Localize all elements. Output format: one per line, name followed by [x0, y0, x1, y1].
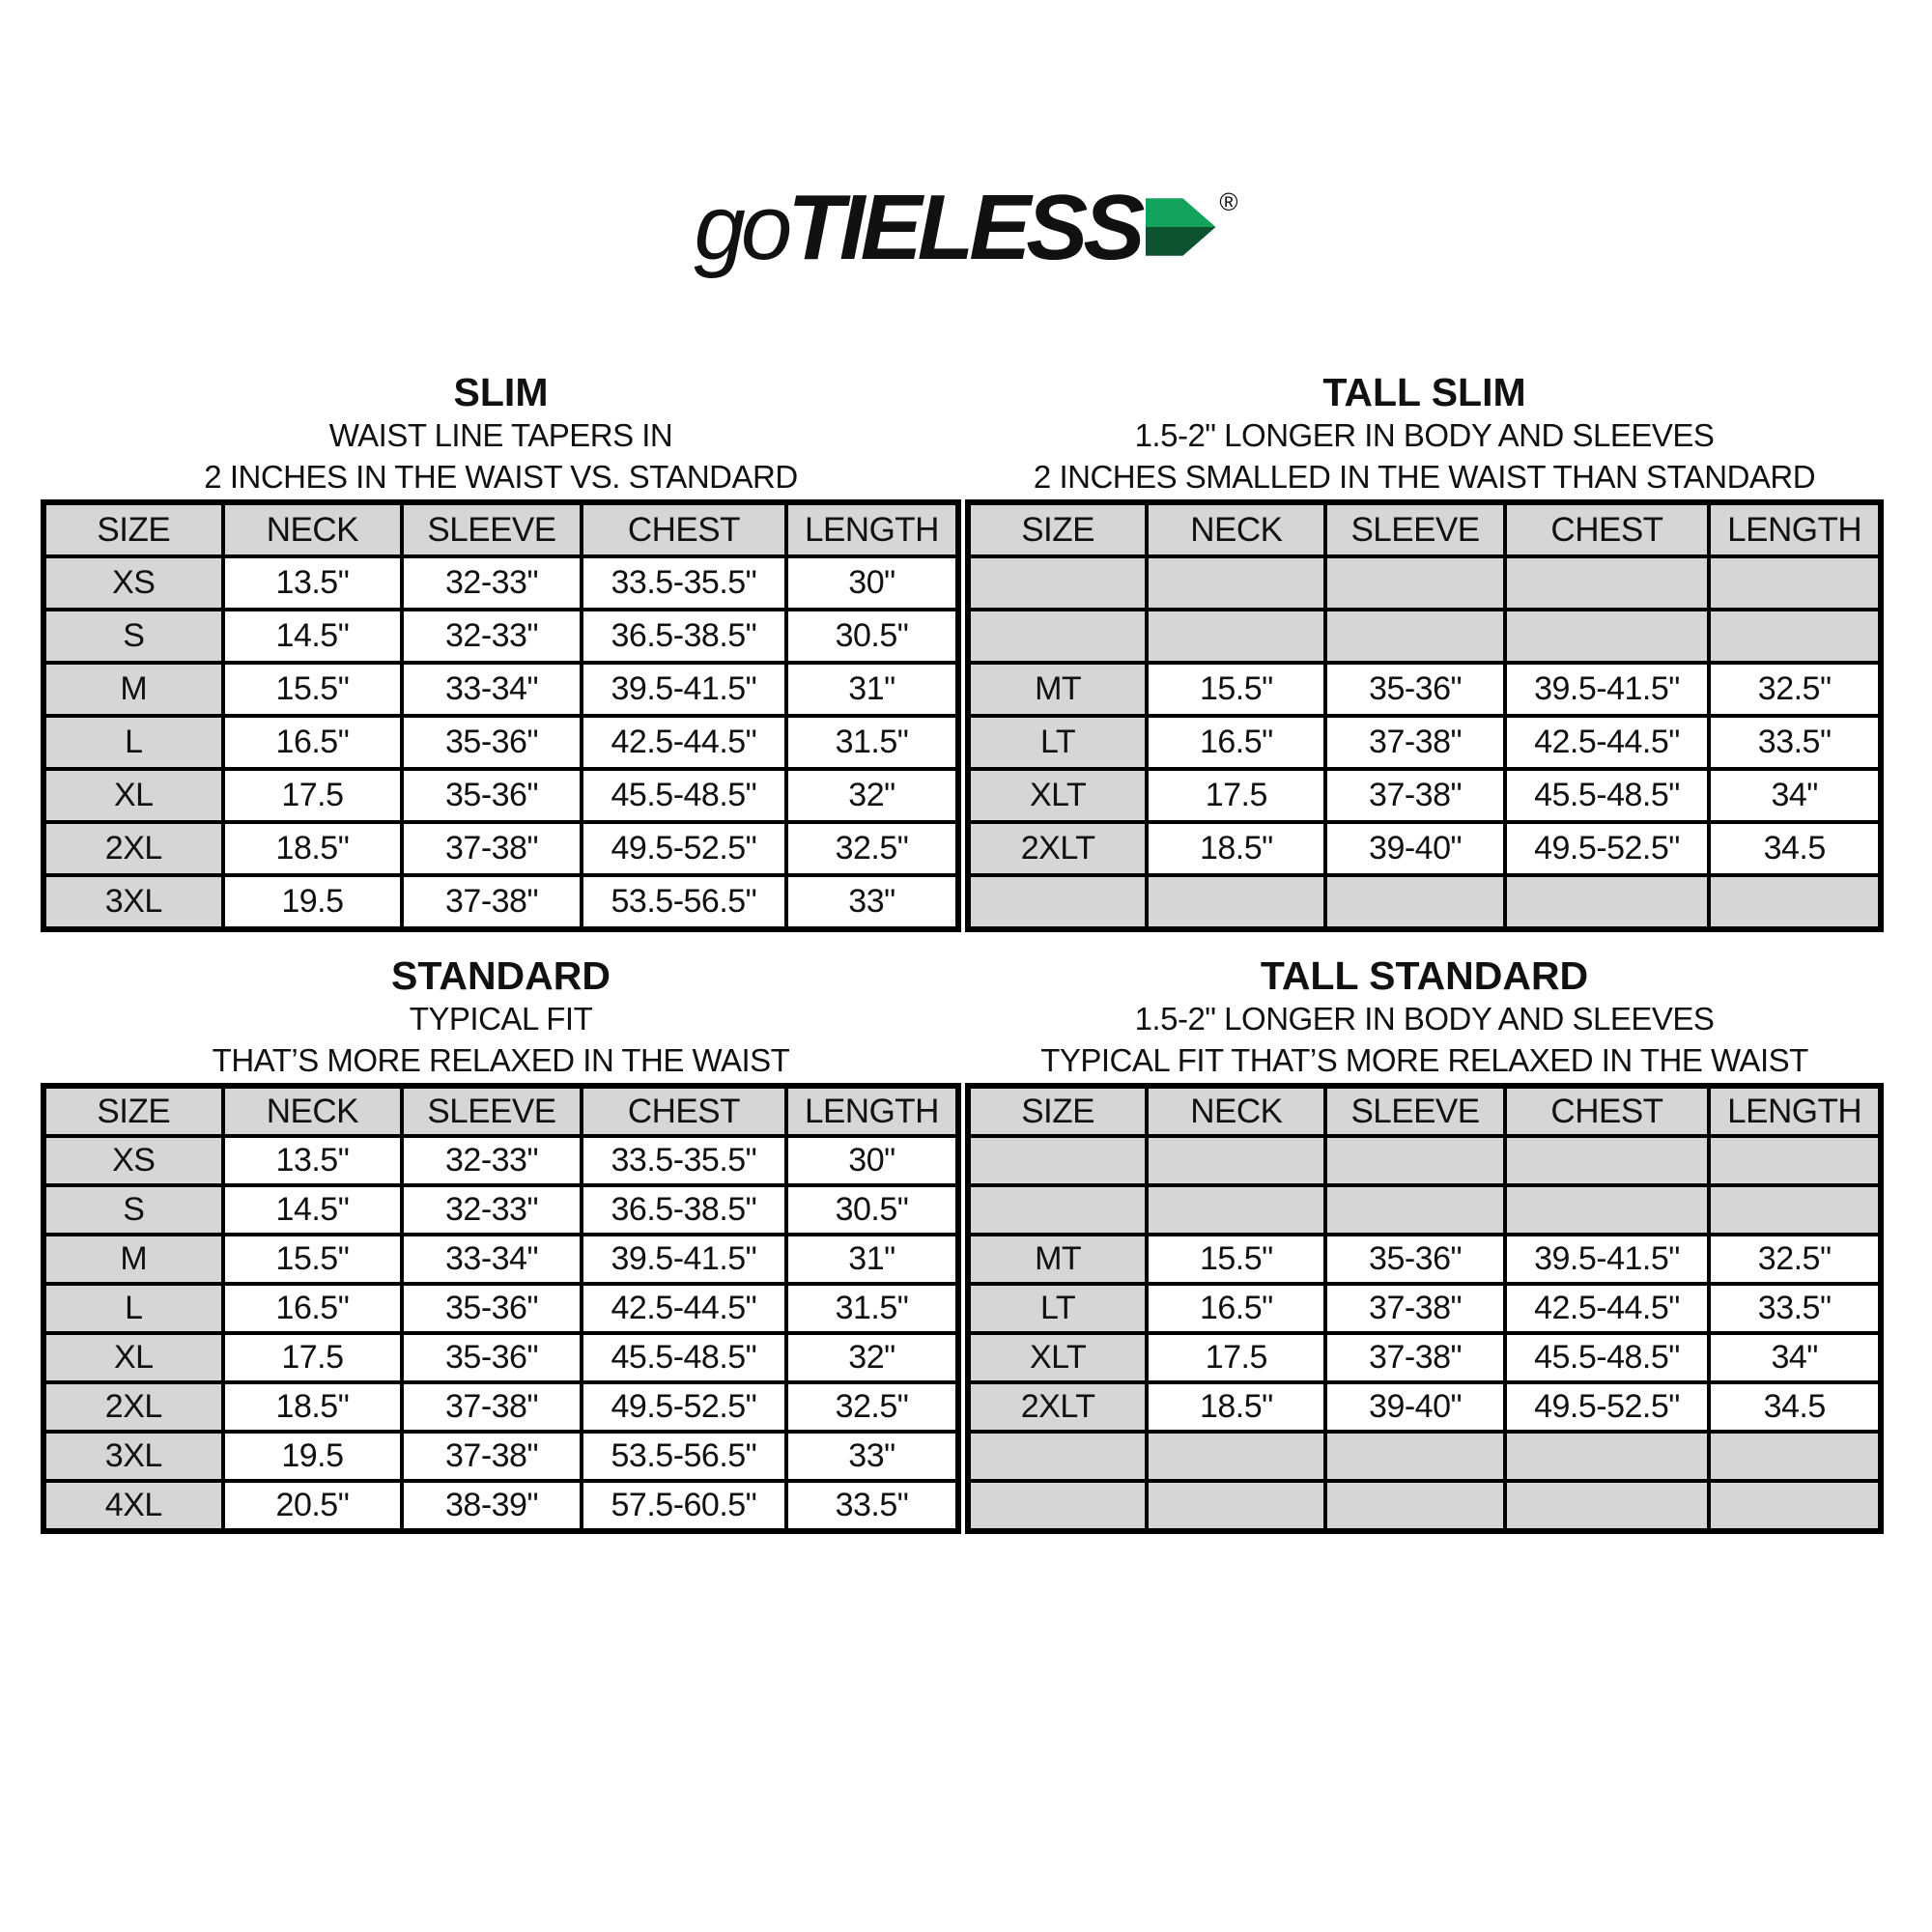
column-header: NECK	[223, 502, 403, 556]
empty-cell	[1709, 1481, 1881, 1531]
measurement-cell: 35-36"	[402, 716, 582, 769]
measurement-cell: 35-36"	[402, 769, 582, 822]
measurement-cell: 39-40"	[1325, 1382, 1504, 1432]
column-header: SLEEVE	[1325, 502, 1504, 556]
measurement-cell: 42.5-44.5"	[1505, 1284, 1710, 1333]
empty-row	[968, 1136, 1881, 1185]
size-label-cell: XL	[43, 1333, 223, 1382]
empty-cell	[1325, 610, 1504, 663]
measurement-cell: 30"	[786, 556, 958, 610]
size-row	[968, 663, 1881, 716]
measurement-cell: 49.5-52.5"	[582, 1382, 786, 1432]
column-header: CHEST	[582, 1086, 786, 1136]
size-label-cell: XLT	[968, 1333, 1147, 1382]
measurement-cell: 30.5"	[786, 610, 958, 663]
size-row	[968, 716, 1881, 769]
measurement-cell: 37-38"	[402, 1382, 582, 1432]
size-label-cell: S	[43, 610, 223, 663]
measurement-cell: 32.5"	[1709, 663, 1881, 716]
measurement-cell: 31.5"	[786, 1284, 958, 1333]
measurement-cell: 33.5"	[786, 1481, 958, 1531]
measurement-cell: 17.5	[1147, 769, 1325, 822]
measurement-cell: 32-33"	[402, 610, 582, 663]
empty-cell	[1709, 1185, 1881, 1235]
size-label-cell: 4XL	[43, 1481, 223, 1531]
measurement-cell: 37-38"	[402, 822, 582, 875]
measurement-cell: 32"	[786, 1333, 958, 1382]
measurement-cell: 15.5"	[223, 1235, 403, 1284]
section-subtitle-line: WAIST LINE TAPERS IN	[328, 417, 673, 453]
empty-cell	[968, 875, 1147, 929]
measurement-cell: 49.5-52.5"	[582, 822, 786, 875]
column-header: CHEST	[1505, 1086, 1710, 1136]
empty-cell	[968, 1185, 1147, 1235]
size-label-cell: 3XL	[43, 1432, 223, 1481]
size-row	[43, 556, 958, 610]
measurement-cell: 32-33"	[402, 1136, 582, 1185]
section-title: TALL STANDARD	[1260, 953, 1589, 998]
size-label-cell: MT	[968, 1235, 1147, 1284]
column-header: SIZE	[43, 502, 223, 556]
header-row	[968, 502, 1881, 556]
size-row	[43, 1382, 958, 1432]
section-title: SLIM	[453, 370, 549, 414]
measurement-cell: 15.5"	[1147, 663, 1325, 716]
registered-trademark-icon: ®	[1219, 187, 1238, 216]
size-row	[43, 1235, 958, 1284]
section-subtitle-line: THAT’S MORE RELAXED IN THE WAIST	[212, 1042, 790, 1078]
measurement-cell: 32.5"	[786, 1382, 958, 1432]
measurement-cell: 37-38"	[1325, 1284, 1504, 1333]
measurement-cell: 35-36"	[1325, 1235, 1504, 1284]
empty-cell	[1325, 556, 1504, 610]
size-row	[968, 1235, 1881, 1284]
column-header: CHEST	[1505, 502, 1710, 556]
column-header: NECK	[223, 1086, 403, 1136]
size-label-cell: 2XL	[43, 822, 223, 875]
measurement-cell: 31.5"	[786, 716, 958, 769]
measurement-cell: 37-38"	[402, 875, 582, 929]
tall-slim-size-table	[965, 499, 1884, 932]
section-subtitle-line: TYPICAL FIT THAT’S MORE RELAXED IN THE WAIST	[1040, 1042, 1808, 1078]
empty-cell	[1505, 610, 1710, 663]
column-header: SLEEVE	[1325, 1086, 1504, 1136]
measurement-cell: 45.5-48.5"	[582, 1333, 786, 1382]
measurement-cell: 18.5"	[1147, 1382, 1325, 1432]
measurement-cell: 42.5-44.5"	[582, 1284, 786, 1333]
empty-cell	[1505, 1432, 1710, 1481]
measurement-cell: 49.5-52.5"	[1505, 822, 1710, 875]
measurement-cell: 35-36"	[402, 1333, 582, 1382]
empty-row	[968, 1432, 1881, 1481]
measurement-cell: 49.5-52.5"	[1505, 1382, 1710, 1432]
measurement-cell: 17.5	[223, 769, 403, 822]
column-header: SIZE	[968, 1086, 1147, 1136]
measurement-cell: 13.5"	[223, 1136, 403, 1185]
empty-cell	[1325, 875, 1504, 929]
empty-cell	[1505, 1185, 1710, 1235]
column-header: LENGTH	[786, 1086, 958, 1136]
measurement-cell: 18.5"	[223, 1382, 403, 1432]
measurement-cell: 20.5"	[223, 1481, 403, 1531]
column-header: SLEEVE	[402, 502, 582, 556]
measurement-cell: 45.5-48.5"	[1505, 1333, 1710, 1382]
empty-cell	[1709, 556, 1881, 610]
measurement-cell: 14.5"	[223, 610, 403, 663]
column-header: NECK	[1147, 502, 1325, 556]
measurement-cell: 39.5-41.5"	[582, 663, 786, 716]
size-row	[43, 822, 958, 875]
size-row	[43, 716, 958, 769]
column-header: NECK	[1147, 1086, 1325, 1136]
size-row	[968, 1284, 1881, 1333]
measurement-cell: 32"	[786, 769, 958, 822]
section-subtitle	[41, 414, 961, 497]
size-row	[43, 1185, 958, 1235]
measurement-cell: 33.5"	[1709, 1284, 1881, 1333]
empty-cell	[1147, 1136, 1325, 1185]
measurement-cell: 53.5-56.5"	[582, 875, 786, 929]
empty-cell	[1147, 875, 1325, 929]
empty-cell	[1505, 1481, 1710, 1531]
size-label-cell: XS	[43, 1136, 223, 1185]
empty-cell	[1147, 1432, 1325, 1481]
measurement-cell: 33"	[786, 875, 958, 929]
size-label-cell: XLT	[968, 769, 1147, 822]
size-row	[43, 875, 958, 929]
measurement-cell: 38-39"	[402, 1481, 582, 1531]
empty-cell	[1147, 1481, 1325, 1531]
column-header: LENGTH	[786, 502, 958, 556]
section-subtitle	[965, 998, 1884, 1081]
logo-word-go: go	[694, 176, 788, 279]
empty-cell	[968, 1481, 1147, 1531]
size-label-cell: LT	[968, 1284, 1147, 1333]
empty-cell	[1709, 610, 1881, 663]
size-row	[43, 769, 958, 822]
size-label-cell: 2XLT	[968, 822, 1147, 875]
column-header: LENGTH	[1709, 502, 1881, 556]
size-row	[43, 610, 958, 663]
slim-size-table	[41, 499, 961, 932]
section-subtitle-line: 1.5-2" LONGER IN BODY AND SLEEVES	[1134, 1001, 1715, 1037]
header-row	[43, 502, 958, 556]
tall-slim-section	[965, 371, 1884, 932]
measurement-cell: 57.5-60.5"	[582, 1481, 786, 1531]
measurement-cell: 30.5"	[786, 1185, 958, 1235]
tall-standard-size-table	[965, 1083, 1884, 1534]
size-row	[968, 1382, 1881, 1432]
measurement-cell: 30"	[786, 1136, 958, 1185]
size-label-cell: XL	[43, 769, 223, 822]
empty-row	[968, 610, 1881, 663]
size-label-cell: XS	[43, 556, 223, 610]
arrow-icon	[1146, 197, 1217, 257]
size-label-cell: 2XL	[43, 1382, 223, 1432]
measurement-cell: 42.5-44.5"	[1505, 716, 1710, 769]
empty-cell	[968, 1136, 1147, 1185]
measurement-cell: 39.5-41.5"	[1505, 663, 1710, 716]
empty-cell	[1147, 556, 1325, 610]
size-row	[43, 1481, 958, 1531]
size-label-cell: 2XLT	[968, 1382, 1147, 1432]
size-label-cell: L	[43, 716, 223, 769]
standard-size-table	[41, 1083, 961, 1534]
measurement-cell: 37-38"	[402, 1432, 582, 1481]
measurement-cell: 15.5"	[223, 663, 403, 716]
measurement-cell: 35-36"	[402, 1284, 582, 1333]
section-subtitle-line: TYPICAL FIT	[409, 1001, 593, 1037]
empty-cell	[1709, 875, 1881, 929]
size-label-cell: M	[43, 1235, 223, 1284]
measurement-cell: 45.5-48.5"	[1505, 769, 1710, 822]
standard-section	[41, 954, 961, 1534]
measurement-cell: 15.5"	[1147, 1235, 1325, 1284]
measurement-cell: 37-38"	[1325, 769, 1504, 822]
empty-cell	[1709, 1136, 1881, 1185]
brand-logo	[0, 176, 1932, 279]
section-title: STANDARD	[390, 953, 611, 998]
empty-cell	[1325, 1185, 1504, 1235]
empty-cell	[1505, 556, 1710, 610]
measurement-cell: 39-40"	[1325, 822, 1504, 875]
measurement-cell: 39.5-41.5"	[582, 1235, 786, 1284]
measurement-cell: 13.5"	[223, 556, 403, 610]
measurement-cell: 32.5"	[1709, 1235, 1881, 1284]
size-row	[43, 663, 958, 716]
section-subtitle	[965, 414, 1884, 497]
empty-row	[968, 1185, 1881, 1235]
measurement-cell: 36.5-38.5"	[582, 610, 786, 663]
tall-standard-section	[965, 954, 1884, 1534]
measurement-cell: 42.5-44.5"	[582, 716, 786, 769]
measurement-cell: 18.5"	[223, 822, 403, 875]
measurement-cell: 31"	[786, 663, 958, 716]
empty-cell	[1325, 1136, 1504, 1185]
measurement-cell: 16.5"	[223, 716, 403, 769]
empty-row	[968, 556, 1881, 610]
empty-cell	[1147, 610, 1325, 663]
measurement-cell: 33-34"	[402, 1235, 582, 1284]
size-row	[43, 1432, 958, 1481]
empty-cell	[968, 610, 1147, 663]
measurement-cell: 31"	[786, 1235, 958, 1284]
empty-cell	[1325, 1481, 1504, 1531]
size-row	[968, 822, 1881, 875]
measurement-cell: 34"	[1709, 1333, 1881, 1382]
size-label-cell: 3XL	[43, 875, 223, 929]
measurement-cell: 16.5"	[1147, 716, 1325, 769]
measurement-cell: 16.5"	[223, 1284, 403, 1333]
empty-cell	[1505, 1136, 1710, 1185]
empty-cell	[1505, 875, 1710, 929]
logo-word-tieless: TIELESS	[787, 176, 1141, 279]
column-header: LENGTH	[1709, 1086, 1881, 1136]
measurement-cell: 33.5-35.5"	[582, 1136, 786, 1185]
measurement-cell: 53.5-56.5"	[582, 1432, 786, 1481]
empty-cell	[968, 1432, 1147, 1481]
measurement-cell: 35-36"	[1325, 663, 1504, 716]
empty-cell	[1709, 1432, 1881, 1481]
measurement-cell: 33.5"	[1709, 716, 1881, 769]
section-subtitle-line: 2 INCHES SMALLED IN THE WAIST THAN STANDARD	[1033, 459, 1816, 495]
empty-row	[968, 875, 1881, 929]
column-header: CHEST	[582, 502, 786, 556]
measurement-cell: 37-38"	[1325, 716, 1504, 769]
column-header: SIZE	[968, 502, 1147, 556]
size-label-cell: S	[43, 1185, 223, 1235]
slim-section	[41, 371, 961, 932]
size-row	[968, 769, 1881, 822]
measurement-cell: 39.5-41.5"	[1505, 1235, 1710, 1284]
measurement-cell: 17.5	[1147, 1333, 1325, 1382]
measurement-cell: 36.5-38.5"	[582, 1185, 786, 1235]
size-row	[43, 1284, 958, 1333]
empty-cell	[1147, 1185, 1325, 1235]
measurement-cell: 18.5"	[1147, 822, 1325, 875]
measurement-cell: 14.5"	[223, 1185, 403, 1235]
size-label-cell: M	[43, 663, 223, 716]
column-header: SLEEVE	[402, 1086, 582, 1136]
measurement-cell: 33.5-35.5"	[582, 556, 786, 610]
size-row	[968, 1333, 1881, 1382]
empty-cell	[1325, 1432, 1504, 1481]
measurement-cell: 34"	[1709, 769, 1881, 822]
size-row	[43, 1136, 958, 1185]
section-title: TALL SLIM	[1322, 370, 1526, 414]
size-label-cell: LT	[968, 716, 1147, 769]
size-row	[43, 1333, 958, 1382]
measurement-cell: 32-33"	[402, 1185, 582, 1235]
measurement-cell: 33-34"	[402, 663, 582, 716]
column-header: SIZE	[43, 1086, 223, 1136]
empty-row	[968, 1481, 1881, 1531]
measurement-cell: 32.5"	[786, 822, 958, 875]
measurement-cell: 45.5-48.5"	[582, 769, 786, 822]
measurement-cell: 19.5	[223, 1432, 403, 1481]
header-row	[968, 1086, 1881, 1136]
measurement-cell: 19.5	[223, 875, 403, 929]
section-subtitle-line: 1.5-2" LONGER IN BODY AND SLEEVES	[1134, 417, 1715, 453]
size-label-cell: MT	[968, 663, 1147, 716]
measurement-cell: 37-38"	[1325, 1333, 1504, 1382]
measurement-cell: 34.5	[1709, 1382, 1881, 1432]
measurement-cell: 16.5"	[1147, 1284, 1325, 1333]
section-subtitle	[41, 998, 961, 1081]
measurement-cell: 34.5	[1709, 822, 1881, 875]
measurement-cell: 17.5	[223, 1333, 403, 1382]
section-subtitle-line: 2 INCHES IN THE WAIST VS. STANDARD	[204, 459, 798, 495]
empty-cell	[968, 556, 1147, 610]
size-label-cell: L	[43, 1284, 223, 1333]
header-row	[43, 1086, 958, 1136]
measurement-cell: 33"	[786, 1432, 958, 1481]
measurement-cell: 32-33"	[402, 556, 582, 610]
